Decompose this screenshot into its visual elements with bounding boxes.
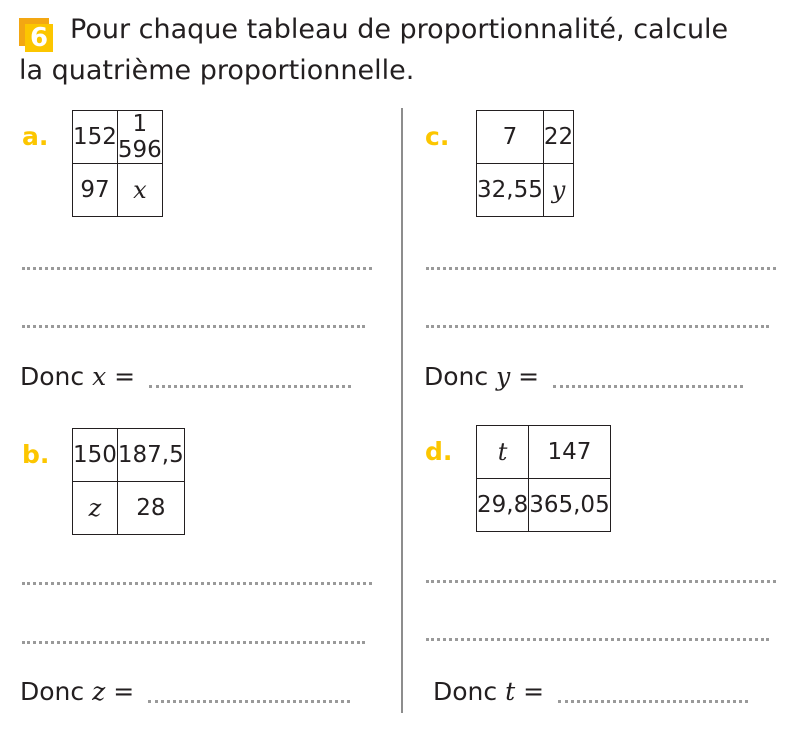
table-cell: 150: [73, 429, 118, 482]
table-cell: 29,8: [477, 479, 529, 532]
exercise-number-badge: [19, 18, 57, 52]
table-cell: 22: [543, 111, 573, 164]
table-cell: 152: [73, 111, 118, 164]
equals-sign: =: [113, 677, 135, 706]
conclusion-c: [424, 362, 743, 391]
exercise-number: 6: [25, 24, 53, 52]
conclusion-a: [20, 362, 351, 391]
table-cell: 7: [477, 111, 544, 164]
answer-blank[interactable]: [148, 700, 350, 703]
answer-line[interactable]: [22, 582, 372, 585]
conclusion-d: [433, 677, 748, 706]
answer-blank[interactable]: [558, 700, 748, 703]
exercise-title-line2: la quatrième proportionnelle.: [19, 55, 415, 86]
answer-blank[interactable]: [553, 385, 743, 388]
variable: y: [496, 362, 511, 391]
equals-sign: =: [518, 362, 540, 391]
equals-sign: =: [523, 677, 545, 706]
table-cell: 365,05: [529, 479, 610, 532]
proportion-table: [476, 425, 611, 532]
unknown-cell: z: [73, 482, 118, 535]
problem-letter: d.: [425, 437, 453, 466]
table-cell: 32,55: [477, 164, 544, 217]
donc-label: Donc: [433, 677, 498, 706]
unknown-cell: t: [477, 426, 529, 479]
problem-letter: a.: [22, 122, 49, 151]
donc-label: Donc: [424, 362, 489, 391]
table-cell: 97: [73, 164, 118, 217]
table-cell: 187,5: [117, 429, 184, 482]
column-divider: [401, 108, 403, 713]
donc-label: Donc: [20, 677, 85, 706]
answer-line[interactable]: [22, 641, 365, 644]
answer-blank[interactable]: [149, 385, 351, 388]
variable: z: [92, 677, 106, 706]
proportion-table: [72, 110, 163, 217]
exercise-title-line1: Pour chaque tableau de proportionnalité, calcule: [70, 14, 729, 45]
equals-sign: =: [114, 362, 136, 391]
problem-letter: b.: [22, 440, 50, 469]
answer-line[interactable]: [22, 325, 365, 328]
table-cell: 28: [117, 482, 184, 535]
conclusion-b: [20, 677, 350, 706]
answer-line[interactable]: [426, 267, 776, 270]
unknown-cell: x: [117, 164, 162, 217]
answer-line[interactable]: [426, 325, 769, 328]
table-cell: 1 596: [117, 111, 162, 163]
answer-line[interactable]: [426, 638, 769, 641]
proportion-table: [476, 110, 574, 217]
answer-line[interactable]: [426, 580, 776, 583]
proportion-table: [72, 428, 185, 535]
variable: t: [505, 677, 516, 706]
problem-letter: c.: [425, 122, 450, 151]
variable: x: [92, 362, 107, 391]
unknown-cell: y: [543, 164, 573, 217]
table-cell: 147: [529, 426, 610, 479]
donc-label: Donc: [20, 362, 85, 391]
answer-line[interactable]: [22, 267, 372, 270]
